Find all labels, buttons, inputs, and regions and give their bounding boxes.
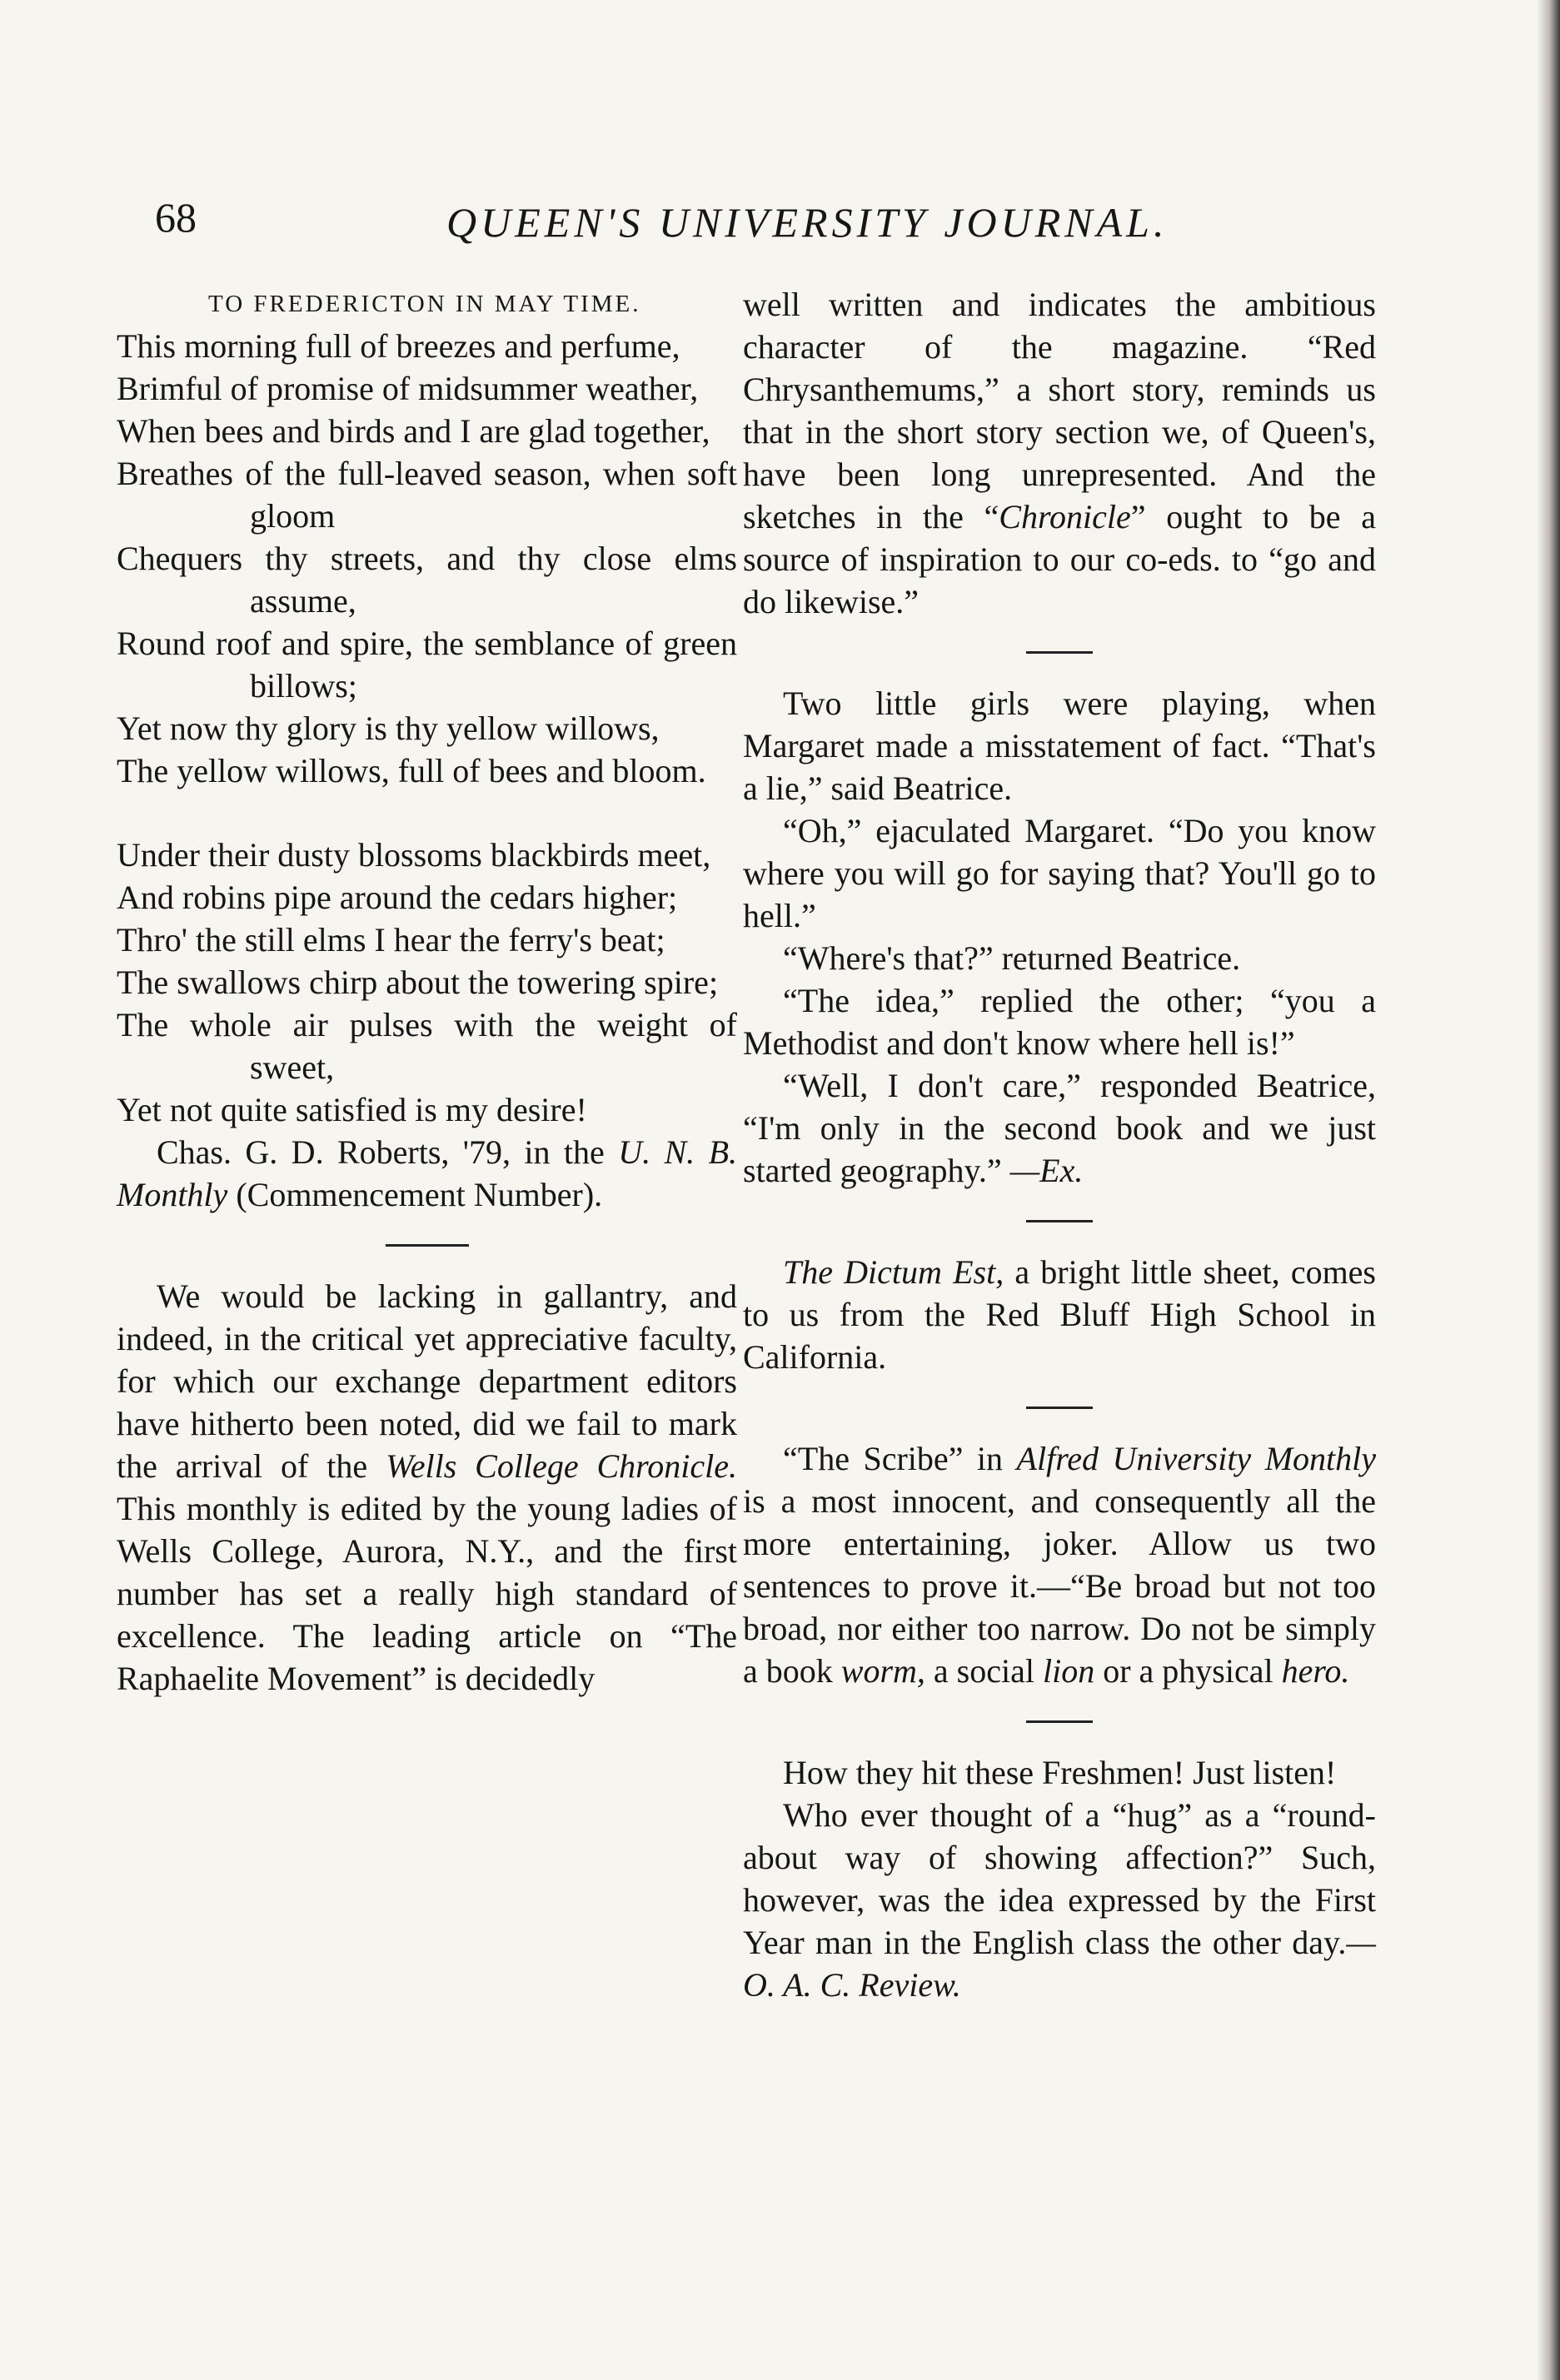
poem-line: The whole air pulses with the weight of sweet, [117,1006,737,1086]
poem-line: The swallows chirp about the towering spire; [117,963,719,1001]
poem-line: Brimful of promise of midsummer weather, [117,370,699,407]
running-title: QUEEN'S UNIVERSITY JOURNAL. [446,199,1169,246]
scribe-word-lion: lion [1042,1652,1095,1690]
right-column [743,283,1376,2006]
wells-text-cont: This monthly is edited by the young ladies of Wells College, Aurora, N.Y., and the first number has set a really high standard of excellence. The leading article on “The Raphaelite Movement” is decidedly [117,1490,737,1697]
scribe-publication: Alfred University Monthly [1016,1440,1376,1477]
wells-text: We would be lacking in gallantry, and indeed, in the critical yet appreciative faculty, for which our exchange department editors have hitherto been noted, did we fail to mark the arrival of the [117,1277,737,1485]
dictum-publication: The Dictum Est, [783,1253,1004,1291]
wells-paragraph-continued [743,283,1376,623]
girls-text: “Well, I don't care,” responded Beatrice, “I'm only in the second book and we just started geography.” [743,1067,1376,1189]
poem-title: TO FREDERICTON IN MAY TIME. [208,291,641,317]
girls-paragraph: Two little girls were playing, when Margaret made a misstatement of fact. “That's a lie,” said Beatrice. [743,685,1376,807]
page-number: 68 [155,194,197,241]
poem-line: Under their dusty blossoms blackbirds meet, [117,836,711,874]
left-column [117,283,737,1700]
scribe-paragraph [743,1437,1376,1692]
scribe-text-cont: is a most innocent, and consequently all the more entertaining, joker. Allow us two sentences to prove it.—“Be broad but not too broad, nor either too narrow. Do not be simply a book [743,1482,1376,1690]
girls-source: —Ex. [1009,1152,1084,1189]
section-divider [1026,1407,1093,1409]
freshmen-paragraph [743,1794,1376,2006]
poem-line: Yet not quite satisfied is my desire! [117,1091,587,1128]
dictum-paragraph [743,1251,1376,1378]
attribution-publication: U. N. B. Monthly [117,1133,738,1213]
girls-paragraph: “Oh,” ejaculated Margaret. “Do you know where you will go for saying that? You'll go to hell.” [743,812,1376,934]
section-divider [1026,651,1093,654]
section-divider [1026,1220,1093,1222]
section-divider [386,1244,469,1247]
freshmen-text: Who ever thought of a “hug” as a “round-about way of showing affection?” Such, however, was the idea expressed by the First Year man in the English class the other day. [743,1796,1376,1961]
freshmen-paragraph: How they hit these Freshmen! Just listen! [783,1754,1337,1791]
poem-line: The yellow willows, full of bees and bloom. [117,752,706,789]
poem-line: Round roof and spire, the semblance of green billows; [117,625,737,705]
stanza-gap [117,792,737,834]
book-binding-edge [1537,0,1560,2380]
poem-line: Chequers thy streets, and thy close elms assume, [117,540,737,620]
poem-attribution [117,1131,737,1216]
wells-cont-publication: Chronicle [999,498,1131,535]
girls-paragraph: “The idea,” replied the other; “you a Methodist and don't know where hell is!” [743,982,1376,1062]
wells-publication: Wells College Chronicle. [386,1447,738,1485]
page-header [155,193,1169,268]
section-divider [1026,1720,1093,1723]
poem-line: Breathes of the full-leaved season, when soft gloom [117,455,737,535]
girls-paragraph: “Where's that?” returned Beatrice. [783,939,1241,977]
poem-line: Thro' the still elms I hear the ferry's beat; [117,921,665,958]
wells-paragraph [117,1275,737,1700]
scribe-text-cont: or a physical [1094,1652,1282,1690]
poem-stanza-2 [117,834,737,1131]
attribution-issue: (Commencement Number). [227,1176,603,1213]
poem-line: Yet now thy glory is thy yellow willows, [117,710,660,747]
poem-line: This morning full of breezes and perfume, [117,327,680,365]
wells-cont-text: well written and indicates the ambitious character of the magazine. “Red Chrysanthemums,” a short story, reminds us that in the short story section we, of Queen's, have been long unrepresented. And the sketches in the “ [743,286,1376,535]
scribe-word-hero: hero. [1281,1652,1350,1690]
poem-line: And robins pipe around the cedars higher; [117,879,678,916]
attribution-author: Chas. G. D. Roberts, '79, in the [157,1133,619,1171]
dictum-text: a bright little sheet, comes to us from the Red Bluff High School in California. [743,1253,1377,1376]
scribe-text: “The Scribe” in [783,1440,1017,1477]
wells-cont-text-end: ” ought to be a source of inspiration to our co-eds. to “go and do likewise.” [743,498,1376,620]
freshmen-source: —O. A. C. Review. [743,1924,1376,2004]
girls-paragraph [743,1064,1376,1192]
poem-stanza-1 [117,325,737,792]
scribe-word-worm: worm, [840,1652,925,1690]
poem-line: When bees and birds and I are glad together, [117,412,710,450]
scribe-text-cont: a social [925,1652,1043,1690]
